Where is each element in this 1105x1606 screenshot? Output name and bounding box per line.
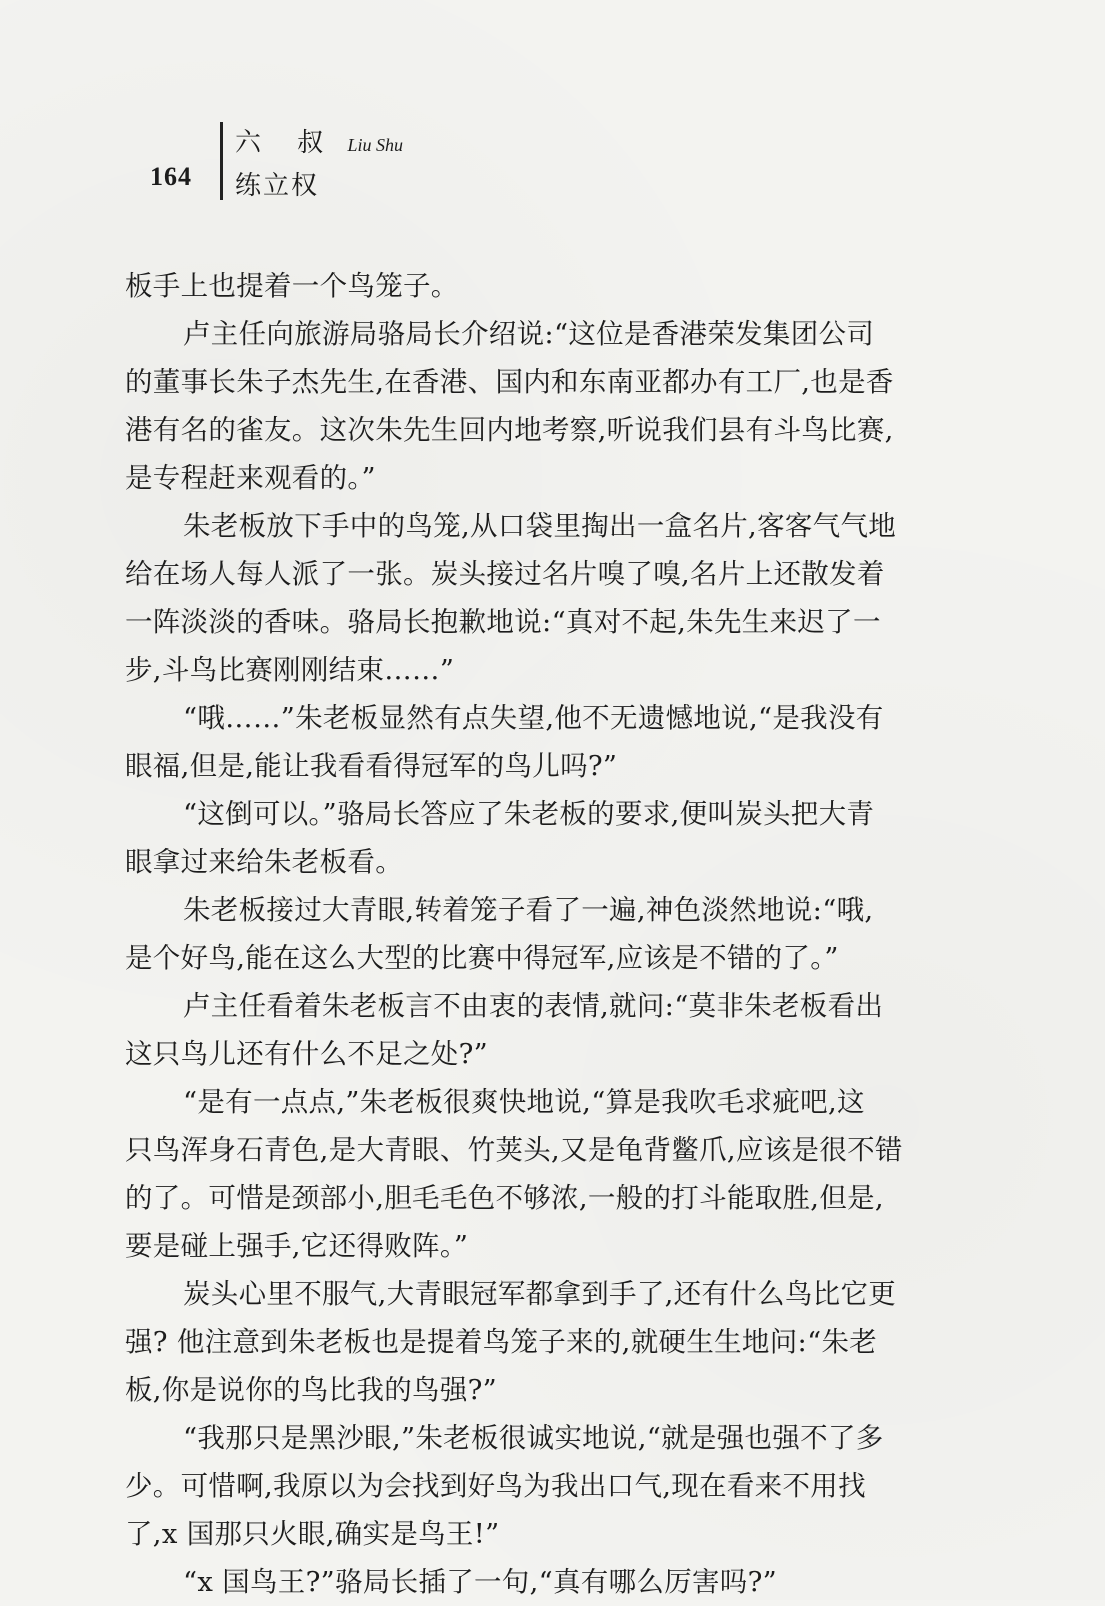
text-line: 的了。可惜是颈部小,胆毛毛色不够浓,一般的打斗能取胜,但是, <box>125 1182 884 1214</box>
text-line: 板,你是说你的鸟比我的鸟强?” <box>125 1374 498 1406</box>
text-line: 卢主任向旅游局骆局长介绍说:“这位是香港荣发集团公司 <box>183 318 875 350</box>
text-line: 少。可惜啊,我原以为会找到好鸟为我出口气,现在看来不用找 <box>125 1470 866 1502</box>
page-number: 164 <box>150 162 192 191</box>
book-title-chinese: 六 叔 <box>235 128 338 158</box>
book-title-pinyin: Liu Shu <box>347 135 404 155</box>
book-title <box>235 122 403 159</box>
text-line: 朱老板放下手中的鸟笼,从口袋里掏出一盒名片,客客气气地 <box>183 510 897 542</box>
text-line: 给在场人每人派了一张。炭头接过名片嗅了嗅,名片上还散发着 <box>125 558 885 590</box>
author-name: 练立权 <box>235 171 320 201</box>
text-line: “哦……”朱老板显然有点失望,他不无遗憾地说,“是我没有 <box>183 702 884 734</box>
text-line: 卢主任看着朱老板言不由衷的表情,就问:“莫非朱老板看出 <box>183 990 884 1022</box>
text-line: 要是碰上强手,它还得败阵。” <box>125 1230 469 1262</box>
text-line: 步,斗鸟比赛刚刚结束……” <box>125 654 455 686</box>
text-line: 强? 他注意到朱老板也是提着鸟笼子来的,就硬生生地问:“朱老 <box>125 1326 878 1358</box>
text-line: 炭头心里不服气,大青眼冠军都拿到手了,还有什么鸟比它更 <box>183 1278 897 1310</box>
header-divider <box>220 122 223 200</box>
text-line: 眼福,但是,能让我看看得冠军的鸟儿吗?” <box>125 750 618 782</box>
text-line: 一阵淡淡的香味。骆局长抱歉地说:“真对不起,朱先生来迟了一 <box>125 606 881 638</box>
text-line: 港有名的雀友。这次朱先生回内地考察,听说我们县有斗鸟比赛, <box>125 414 894 446</box>
text-line: 朱老板接过大青眼,转着笼子看了一遍,神色淡然地说:“哦, <box>183 894 874 926</box>
text-line: “这倒可以。”骆局长答应了朱老板的要求,便叫炭头把大青 <box>183 798 875 830</box>
text-line: 了,x 国那只火眼,确实是鸟王!” <box>125 1518 500 1550</box>
text-line: “x 国鸟王?”骆局长插了一句,“真有哪么厉害吗?” <box>183 1566 778 1598</box>
text-line: “我那只是黑沙眼,”朱老板很诚实地说,“就是强也强不了多 <box>183 1422 884 1454</box>
text-line: 是个好鸟,能在这么大型的比赛中得冠军,应该是不错的了。” <box>125 942 839 974</box>
text-line: 这只鸟儿还有什么不足之处?” <box>125 1038 489 1070</box>
body-text <box>125 262 955 1606</box>
text-line: “是有一点点,”朱老板很爽快地说,“算是我吹毛求疵吧,这 <box>183 1086 865 1118</box>
text-line: 是专程赶来观看的。” <box>125 462 376 494</box>
running-header <box>140 112 540 202</box>
text-line: 眼拿过来给朱老板看。 <box>125 846 403 878</box>
text-line: 板手上也提着一个鸟笼子。 <box>125 270 459 302</box>
text-line: 只鸟浑身石青色,是大青眼、竹荚头,又是龟背鳖爪,应该是很不错 <box>125 1134 903 1166</box>
text-line: 的董事长朱子杰先生,在香港、国内和东南亚都办有工厂,也是香 <box>125 366 894 398</box>
